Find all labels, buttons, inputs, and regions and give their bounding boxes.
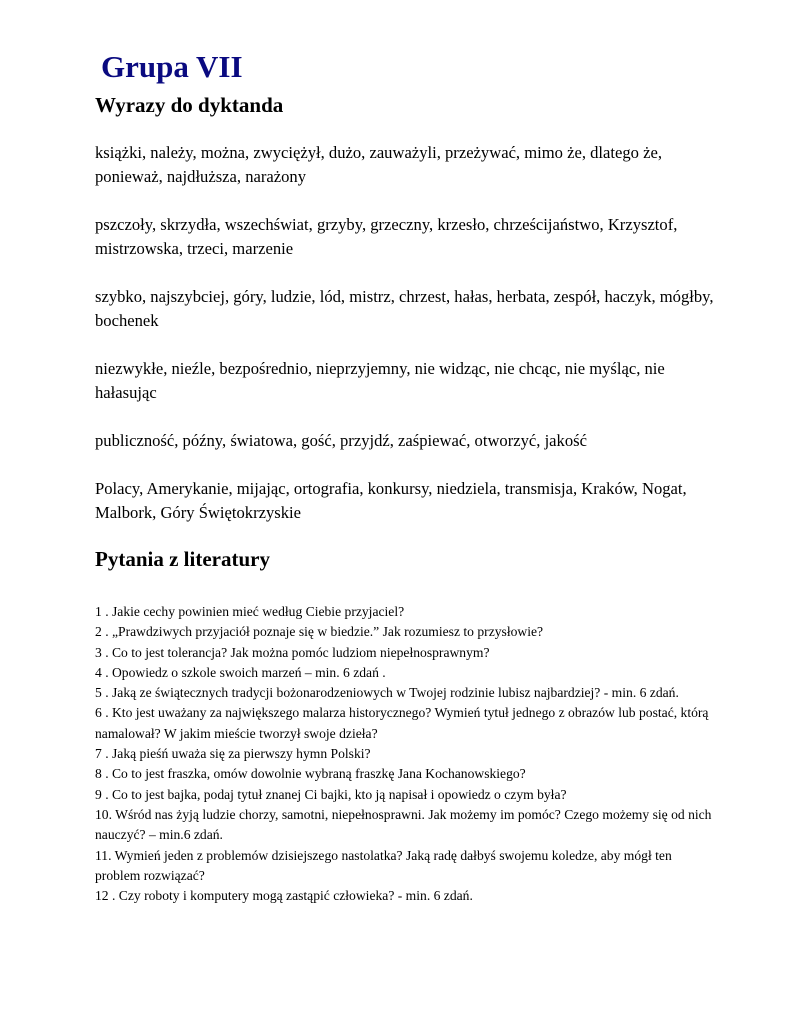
word-group-2: pszczoły, skrzydła, wszechświat, grzyby, grzeczny, krzesło, chrześcijaństwo, Krzysztof, mistrzowska, trzeci, marzenie	[95, 215, 678, 258]
question-7: 7 . Jaką pieśń uważa się za pierwszy hymn Polski?	[95, 746, 371, 762]
word-group-5: publiczność, późny, światowa, gość, przyjdź, zaśpiewać, otworzyć, jakość	[95, 431, 587, 450]
question-12: 12 . Czy roboty i komputery mogą zastąpić człowieka? - min. 6 zdań.	[95, 888, 473, 904]
word-group-4: niezwykłe, nieźle, bezpośrednio, nieprzyjemny, nie widząc, nie chcąc, nie myśląc, nie hałasując	[95, 359, 665, 402]
question-2: 2 . „Prawdziwych przyjaciół poznaje się w biedzie.” Jak rozumiesz to przysłowie?	[95, 624, 544, 640]
question-9: 9 . Co to jest bajka, podaj tytuł znanej Ci bajki, kto ją napisał i opowiedz o czym była?	[95, 786, 567, 802]
question-11: 11. Wymień jeden z problemów dzisiejszego nastolatka? Jaką radę dałbyś swojemu koledze, aby mógł ten problem rozwiązać?	[95, 847, 672, 883]
question-5: 5 . Jaką ze świątecznych tradycji bożonarodzeniowych w Twojej rodzinie lubisz najbardziej? - min. 6 zdań.	[95, 685, 679, 701]
dictation-word-groups	[95, 141, 715, 549]
question-8: 8 . Co to jest fraszka, omów dowolnie wybraną fraszkę Jana Kochanowskiego?	[95, 766, 526, 782]
dictation-words-heading: Wyrazy do dyktanda	[95, 93, 284, 117]
literature-questions-heading: Pytania z literatury	[95, 547, 270, 571]
question-4: 4 . Opowiedz o szkole swoich marzeń – min. 6 zdań .	[95, 664, 386, 680]
question-10: 10. Wśród nas żyją ludzie chorzy, samotni, niepełnosprawni. Jak możemy im pomóc? Czego możemy się od nich nauczyć? – min.6 zdań.	[95, 806, 712, 843]
question-6: 6 . Kto jest uważany za największego malarza historycznego? Wymień tytuł jednego z obrazów lub postać, którą namalował? W jakim mieście tworzył swoje dzieła?	[95, 705, 709, 741]
question-3: 3 . Co to jest tolerancja? Jak można pomóc ludziom niepełnosprawnym?	[95, 644, 490, 660]
literature-questions-list	[95, 602, 715, 906]
word-group-6: Polacy, Amerykanie, mijając, ortografia, konkursy, niedziela, transmisja, Kraków, Nogat, Malbork, Góry Świętokrzyskie	[95, 479, 687, 522]
word-group-3: szybko, najszybciej, góry, ludzie, lód, mistrz, chrzest, hałas, herbata, zespół, haczyk, mógłby, bochenek	[95, 287, 714, 330]
page-title: Grupa VII	[101, 49, 243, 84]
question-1: 1 . Jakie cechy powinien mieć według Ciebie przyjaciel?	[95, 604, 405, 619]
word-group-1: książki, należy, można, zwyciężył, dużo, zauważyli, przeżywać, mimo że, dlatego że, ponieważ, najdłuższa, narażony	[95, 143, 662, 186]
